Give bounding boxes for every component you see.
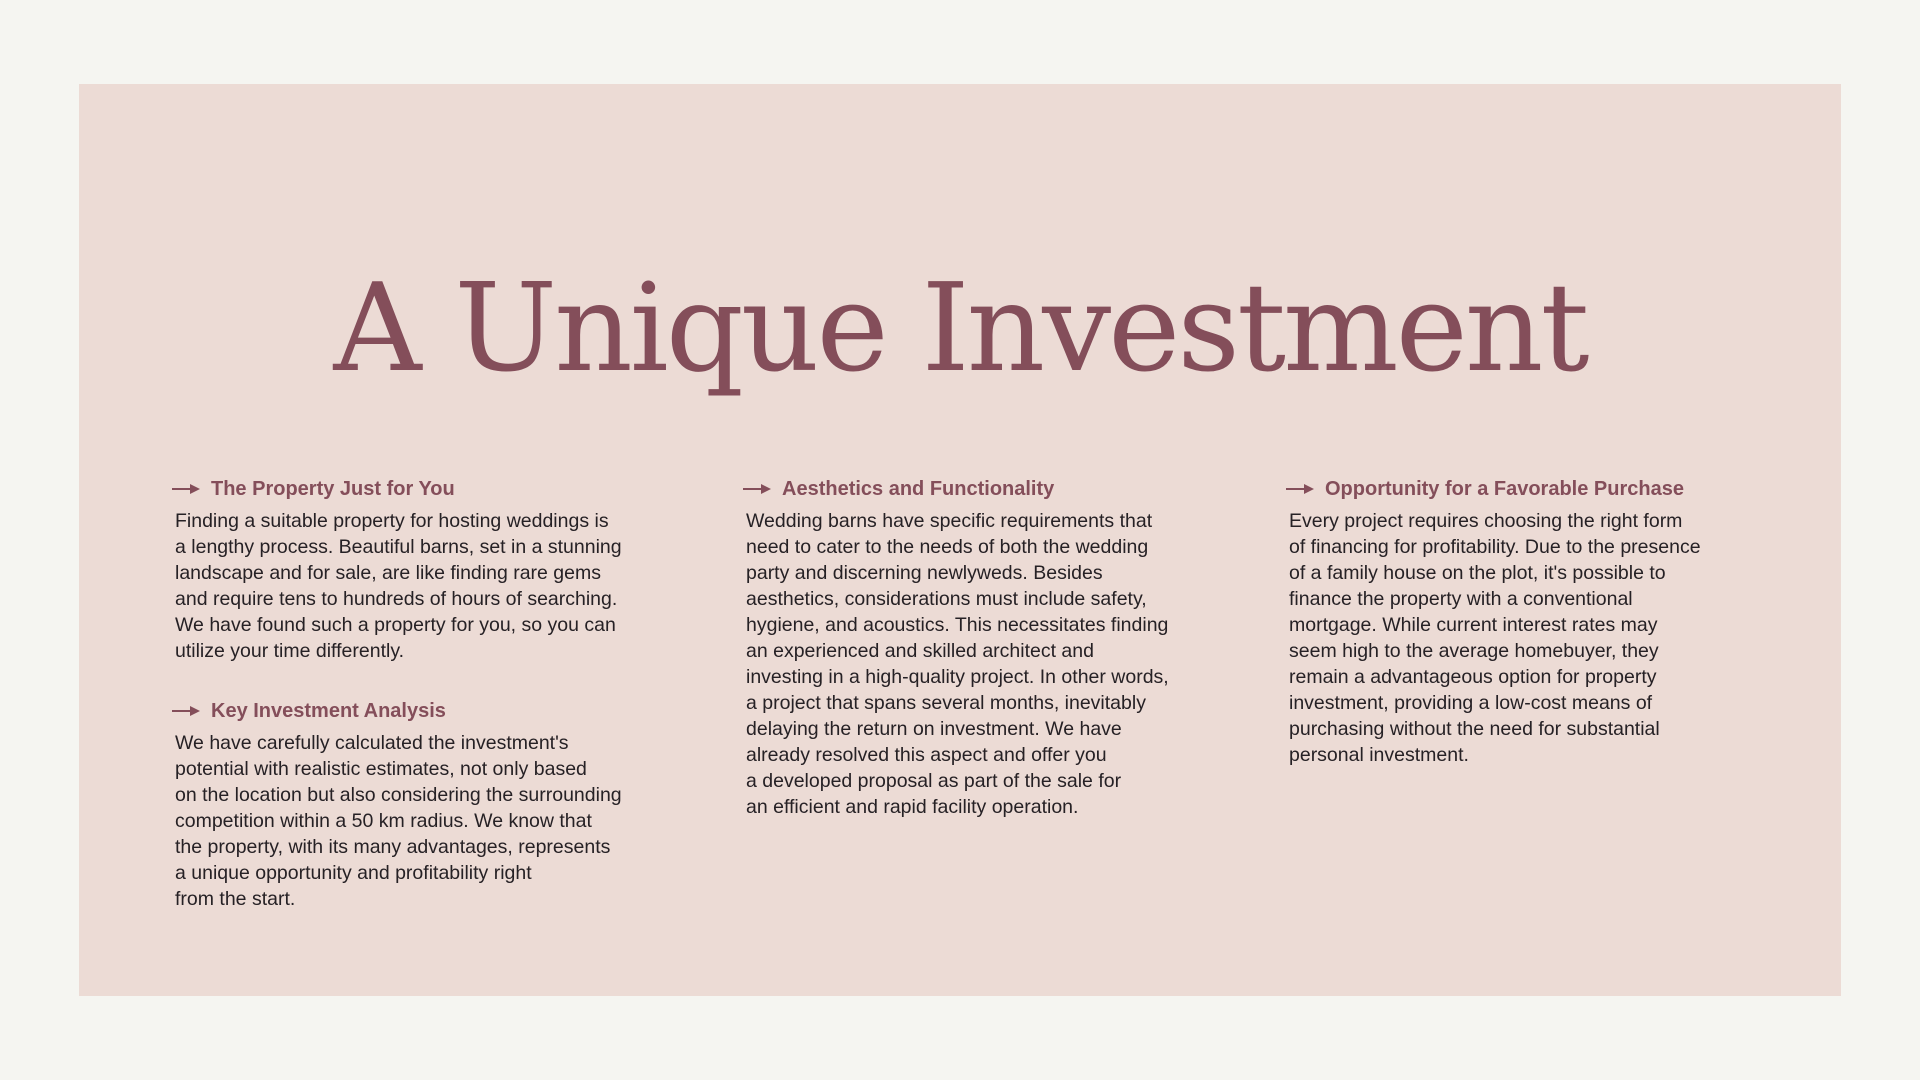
arrow-right-icon: [172, 704, 200, 718]
section-aesthetics-and-functionality: [743, 474, 1243, 820]
section-body: Finding a suitable property for hosting weddings is a lengthy process. Beautiful barns, set in a stunning landscape and for sale, are like finding rare gems and require tens to hundreds of hours of searching. We have found such a property for you, so you can utilize your time differently.: [175, 510, 622, 662]
section-heading-label: Opportunity for a Favorable Purchase: [1325, 477, 1684, 500]
section-heading-label: Key Investment Analysis: [211, 699, 446, 722]
section-heading-label: Aesthetics and Functionality: [782, 477, 1055, 500]
column-left: [172, 474, 682, 912]
section-heading: [743, 474, 1243, 504]
section-heading: [172, 696, 682, 726]
section-heading: [1286, 474, 1766, 504]
section-body: Every project requires choosing the right form of financing for profitability. Due to the presence of a family house on the plot, it's possible to finance the property with a conventional mortgage. While current interest rates may seem high to the average homebuyer, they remain a advantageous option for property investment, providing a low-cost means of purchasing without the need for substantial personal investment.: [1289, 510, 1701, 766]
column-right: [1286, 474, 1766, 768]
section-favorable-purchase: [1286, 474, 1766, 768]
arrow-right-icon: [1286, 482, 1314, 496]
section-heading-label: The Property Just for You: [211, 477, 455, 500]
section-body: Wedding barns have specific requirements that need to cater to the needs of both the wedding party and discerning newlyweds. Besides aesthetics, considerations must include safety, hygiene, and acoustics. This necessitates finding an experienced and skilled architect and investing in a high-quality project. In other words, a project that spans several months, inevitably delaying the return on investment. We have already resolved this aspect and offer you a developed proposal as part of the sale for an efficient and rapid facility operation.: [746, 510, 1169, 818]
section-body: We have carefully calculated the investment's potential with realistic estimates, not only based on the location but also considering the surrounding competition within a 50 km radius. We know that the property, with its many advantages, represents a unique opportunity and profitability right from the start.: [175, 732, 622, 910]
arrow-right-icon: [743, 482, 771, 496]
section-heading: [172, 474, 682, 504]
column-middle: [743, 474, 1243, 820]
arrow-right-icon: [172, 482, 200, 496]
section-key-investment-analysis: [172, 696, 682, 912]
page-title: A Unique Investment: [333, 257, 1587, 399]
section-property-just-for-you: [172, 474, 682, 664]
